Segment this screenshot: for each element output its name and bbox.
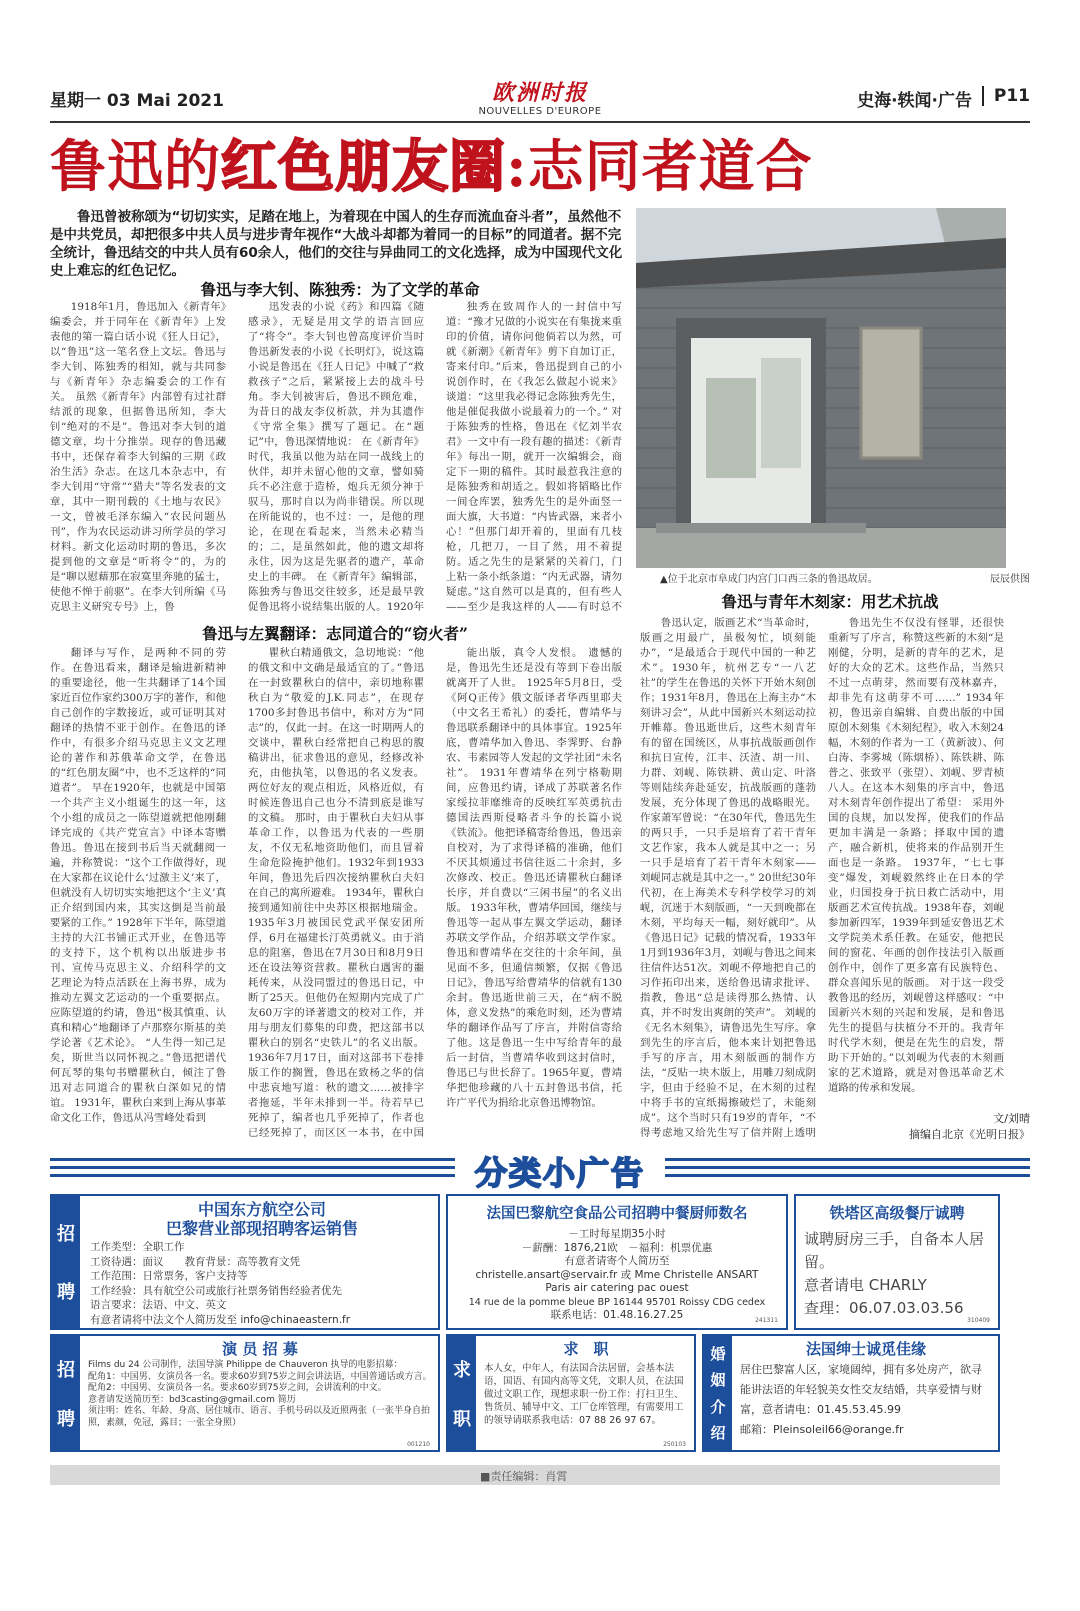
photo-credit: 辰辰供图 bbox=[990, 574, 1030, 585]
ad-actor-casting bbox=[50, 1334, 440, 1452]
ad-email-link[interactable]: 意者请发送简历至：bd3casting@gmail.com 简历 bbox=[88, 1394, 296, 1405]
headline bbox=[50, 128, 1030, 206]
section1-column2: 迅发表的小说《药》和四篇《随感录》，无疑是用文学的语言回应了“将令”。李大钊也曾高度评价当时鲁迅新发表的小说《长明灯》，说这篇小说是鲁迅在《狂人日记》中喊了“救救孩子”之后，紧紧接上去的战斗号角。李大钊被害后，鲁迅不顾危难，为昔日的战友李仪析款，并为其遗作《守常全集》撰写了题记。在“题记”中，鲁迅深情地说： 在《新青年》时代，我虽以他为站在同一战线上的伙伴，却并未留心他的文章，譬如骑兵不必注意于造桥，炮兵无须分神于驭马，那时自以为尚非错误。所以现在所能说的，也不过：一，是他的理论，在现在看起来，当然未必精当的；二，是虽然如此，他的遗文却将永住，因为这是先驱者的遗产，革命史上的丰碑。 在《新青年》编辑部，陈独秀与鲁迅交往较多，还是最早敦促鲁迅将小说结集出版的人。1920年 bbox=[248, 301, 424, 612]
ad-code: 310409 bbox=[967, 1317, 990, 1324]
ad-body: Films du 24 公司制作，法国导演 Philippe de Chauveron 执导的电影招募： 配角1：中国男、女演员各一名。要求60岁到75岁之间会讲法语，中国普通话或方言。 配角2：中国男、女演员各一名。要求60岁到75岁之间，会讲流利的中文。 意者请发送简历至：bd3casting@gmail.com 简历 须注明：姓名、年龄、身高、居住城市、语言、手机号码以及近照两张（一张半身自拍照，素颜，免冠，露目；一张全身照） bbox=[88, 1360, 434, 1429]
headline-highlight: 红色朋友圈 bbox=[221, 134, 506, 200]
ad-china-eastern bbox=[50, 1194, 440, 1330]
newspaper-logo bbox=[440, 82, 640, 117]
photo-lu-xun-residence bbox=[636, 208, 1006, 568]
subheading-li-chen: 鲁迅与李大钊、陈独秀：为了文学的革命 bbox=[200, 280, 480, 299]
section1-column1: 1918年1月，鲁迅加入《新青年》编委会，并于同年在《新青年》上发表他的第一篇白话小说《狂人日记》，以“鲁迅”这一笔名登上文坛。鲁迅与李大钊、陈独秀的相知，就与共同参与《新青年》杂志编委会的工作有关。 虽然《新青年》内部曾有过社群结派的现象，但据鲁迅所知，李大钊“绝对的不是”。鲁迅对李大钊的道德文章，均十分推崇。现存的鲁迅藏书中，还保存着李大钊编的三期《政治生活》杂志。在这几本杂志中，有李大钊用“守常”“猎夫”等名发表的文章，其中一期刊载的《土地与农民》一文，曾被毛泽东编入“农民问题丛刊”，作为农民运动讲习所学员的学习材料。新文化运动时期的鲁迅，多次提到他的文章是“听将令”的，为的是“聊以慰藉那在寂寞里奔驰的猛士，使他不惮于前驱”。在李大钊所编《马克思主义研究专号》上，鲁 bbox=[50, 301, 226, 612]
headline-part-a: 鲁迅的 bbox=[50, 134, 221, 200]
ad-paris-air-catering bbox=[446, 1194, 788, 1330]
byline-author: 文/刘晴 bbox=[993, 1112, 1030, 1125]
byline-source: 摘编自北京《光明日报》 bbox=[909, 1128, 1030, 1141]
ad-code: 250103 bbox=[663, 1441, 686, 1448]
ad-body: 居住巴黎富人区，家境阔绰，拥有多处房产，欲寻能讲法语的年轻貌美女性交友结婚，共享爱情与财富，意者请电：01.45.53.45.99 邮箱：Pleinsoleil66@orange.fr bbox=[740, 1360, 992, 1440]
ad-body: 诚聘厨房三手，自备本人居留。 意者请电 CHARLY 查理：06.07.03.03.56 bbox=[804, 1230, 985, 1317]
page-number: P11 bbox=[982, 86, 1030, 106]
ad-email-link[interactable]: 有意者请将中法文个人简历发至 info@chinaeastern.fr bbox=[90, 1313, 351, 1326]
header-rule bbox=[50, 121, 1030, 123]
classified-title: 分类小广告 bbox=[455, 1148, 665, 1194]
section2-column1: 翻译与写作，是两种不同的劳作。在鲁迅看来，翻译是输进新精神的重要途径，他一生共翻译了14个国家近百位作家约300万字的著作，和他自己创作的字数接近，或可证明其对翻译的热情不亚于创作。在鲁迅的译作中，有很多介绍马克思主义文艺理论的著作和苏俄革命文学，在鲁迅的“红色朋友圈”中，也不乏这样的“同道者”。 早在1920年，也就是中国第一个共产主义小组诞生的这一年，这个小组的成员之一陈望道就把他刚翻译完成的《共产党宣言》中译本寄赠鲁迅。鲁迅在接到书后当天就翻阅一遍，并称赞说：“这个工作做得好，现在大家都在议论什么‘过激主义’来了，但就没有人切切实实地把这个‘主义’真正介绍到国内来，其实这倒是当前最要紧的工作。” 1928年下半年，陈望道主持的大江书铺正式开业，在鲁迅等的支持下，这个机构以出版进步书刊、宣传马克思主义、介绍科学的文艺理论为特点活跃在上海书界，成为推动左翼文艺运动的一个重要据点。应陈望道的约请，鲁迅“极其慎重、认真和精心”地翻译了卢那察尔斯基的美学论著《艺术论》。 “人生得一知己足矣，斯世当以同怀视之。”鲁迅把谱代何瓦琴的集句书赠瞿秋白，倾注了鲁迅对志同道合的瞿秋白深如兄的情谊。 1931年，瞿秋白来到上海从事革命文化工作，鲁迅从冯雪峰处看到 bbox=[50, 647, 226, 1124]
subheading-left-translation: 鲁迅与左翼翻译：志同道合的“窃火者” bbox=[202, 624, 468, 643]
ad-restaurant bbox=[794, 1194, 1000, 1330]
ad-side-label: 招 聘 bbox=[52, 1336, 80, 1450]
ad-body: －工时每星期35小时 －薪酬：1876,21欧 －福利：机票优惠 有意者请寄个人简历至 christelle.ansart@servair.fr 或 Mme Christelle ANSART Paris air catering pac ouest 14 rue de la pomme bleue BP 16144 95701 Roissy CDG cedex 联系电话：01.48.16.27.25 bbox=[452, 1228, 782, 1323]
article-lead: 鲁迅曾被称颂为“切切实实，足踏在地上，为着现在中国人的生存而流血奋斗者”，虽然他不是中共党员，却把很多中共人员与进步青年视作“大战斗却都为着同一的目标”的同道者。据不完全统计，鲁迅结交的中共人员有60余人，他们的交往与异曲同工的文化选择，成为中国现代文化史上难忘的红色记忆。 bbox=[50, 209, 623, 279]
section2-column3: 能出版，真令人发恨。 遗憾的是，鲁迅先生还是没有等到下卷出版就离开了人世。 1925年5月8日，受《阿Q正传》俄文版译者华西里耶夫（中文名王希礼）的委托，曹靖华与鲁迅联系翻译中的具体事宜。1925年底，曹靖华加入鲁迅、李霁野、台静农、韦素园等人发起的文学社团“未名社”。 1931年曹靖华在列宁格勒期间，应鲁迅约请，译成了苏联著名作家绥拉菲靡维奇的反映红军英勇抗击德国法西斯侵略者斗争的长篇小说《铁流》。他把译稿寄给鲁迅，鲁迅亲自校对，为了求得译稿的准确，他们不厌其烦通过书信往返二十余封，多次修改、校正。鲁迅还请瞿秋白翻译长序，并自费以“三闲书屋”的名义出版。 1933年秋，曹靖华回国，继续与鲁迅等一起从事左翼文学运动，翻译苏联文学作品，介绍苏联文学作家。 鲁迅和曹靖华在交往的十余年间，虽见面不多，但通信频繁，仅据《鲁迅日记》，鲁迅写给曹靖华的信就有130余封。鲁迅逝世前三天，在“病不脱体，意义发热”的乘危时刻，还为曹靖华的翻译作品写了序言，并附信寄给了他。这是鲁迅一生中写给青年的最后一封信，当曹靖华收到这封信时，鲁迅已与世长辞了。1965年夏，曹靖华把他珍藏的八十五封鲁迅书信，托许广平代为捐给北京鲁迅博物馆。 bbox=[446, 647, 622, 1109]
ad-matchmaking bbox=[702, 1334, 1000, 1452]
ad-title: 中国东方航空公司 巴黎营业部现招聘客运销售 bbox=[165, 1200, 358, 1238]
residence-photo-illustration bbox=[636, 208, 1006, 568]
logo-french: NOUVELLES D'EUROPE bbox=[478, 106, 602, 117]
ad-title: 求 职 bbox=[563, 1340, 609, 1358]
ad-body: 工作类型：全职工作 工资待遇：面议 教育背景：高等教育文凭 工作范围：日常票务，客户支持等 工作经验：具有航空公司或旅行社票务销售经验者优先 语言要求：法语、中文、英文 有意者请将中法文个人简历发至 info@chinaeastern.fr bbox=[90, 1240, 434, 1327]
headline-part-c: :志同者道合 bbox=[506, 134, 813, 200]
ad-body: 本人女，中年人，有法国合法居留，会基本法语，国语、有国内高等文凭，文职人员，在法国做过文职工作，现想求职一份工作：打扫卫生、售货员、辅导中文、工厂仓库管理，有需要用工的领导请联系我电话：07 88 26 97 67。 bbox=[484, 1363, 684, 1426]
classified-banner bbox=[50, 1150, 1030, 1190]
subheading-woodcut: 鲁迅与青年木刻家：用艺术抗战 bbox=[721, 592, 939, 611]
ad-email-link[interactable]: 邮箱：Pleinsoleil66@orange.fr bbox=[740, 1423, 904, 1436]
section-name: 史海·轶闻·广告 bbox=[857, 91, 972, 111]
section1-column3: 独秀在致周作人的一封信中写道：“豫才兄做的小说实在有集拢来重印的价值，请你问他倘若以为然，可就《新潮》《新青年》剪下自加订正，寄来付印。”后来，鲁迅提到自己的小说创作时，在《我怎么做起小说来》谈道：“这里我必得记念陈独秀先生，他是催促我做小说最着力的一个。” 对于陈独秀的性格，鲁迅在《忆刘半农君》一文中有一段有趣的描述：《新青年》每出一期，就开一次编辑会，商定下一期的稿件。其时最惹我注意的是陈独秀和胡适之。假如将韬略比作一间仓库罢，独秀先生的是外面竖一面大旗，大书道：“内皆武器，来者小心！”但那门却开着的，里面有几枝枪，几把刀，一目了然，用不着提防。适之先生的是紧紧的关着门，门上粘一条小纸条道：“内无武器，请勿疑虑。”这自然可以是真的，但有些人——至少是我这样的人——有时总不 bbox=[446, 301, 622, 612]
ad-side-label: 婚 姻 介 绍 bbox=[704, 1336, 732, 1450]
ad-title: 法国绅士诚觅佳缘 bbox=[805, 1340, 926, 1358]
issue-date: 星期一 03 Mai 2021 bbox=[50, 91, 224, 111]
section3-column1: 鲁迅认定，版画艺术“当革命时，版画之用最广，虽极匆忙，顷刻能办”，“是最适合于现代中国的一种艺术”。1930年，杭州艺专“一八艺社”的学生在鲁迅的关怀下开始木刻创作；1931年8月，鲁迅在上海主办“木刻讲习会”，从此中国新兴木刻运动拉开帷幕。鲁迅逝世后，这些木刻青年有的留在国统区，从事抗战版画创作和抗日宣传，江丰、沃渣、胡一川、力群、刘岘、陈铁耕、黄山定、叶洛等则陆续奔赴延安，抗战版画的蓬勃发展，充分体现了鲁迅的战略眼光。 作家萧军曾说：“在30年代，鲁迅先生的两只手，一只手是培育了若干青年文艺作家，我本人就是其中之一；另一只手是培育了若干青年木刻家——刘岘同志就是其中之一。” 20世纪30年代初，在上海美术专科学校学习的刘岘，沉迷于木刻版画，“一天到晚都在木刻，平均每天一幅，刻好就印”。从《鲁迅日记》记载的情况看，1933年1月到1936年3月，刘岘与鲁迅之间来往信件达51次。刘岘不停地把自己的习作拓印出来，送给鲁迅请求批评、指教，鲁迅“总是读得那么热情、认真，并不时发出爽朗的笑声”。 刘岘的《无名木刻集》，请鲁迅先生写序。拿到先生的序言后，他本来计划把鲁迅手写的序言，用木刻版画的制作方法，“反贴一块木版上，用雕刀刻成阴字，但由于经验不足，在木刻的过程中将手书的宣纸揭擦破烂了，未能刻成”。这个当时只有19岁的青年，“不得考虑地又给先生写了信并附上透明 bbox=[640, 617, 816, 1139]
ad-title: 铁塔区高级餐厅诚聘 bbox=[829, 1204, 965, 1222]
ad-title: 法国巴黎航空食品公司招聘中餐厨师数名 bbox=[486, 1206, 748, 1222]
section3-column2: 鲁迅先生不仅没有怪罪，还很快重新写了序言，称赞这些新的木刻“是刚健，分明，是新的青年的艺术，是好的大众的艺术。这些作品，当然只不过一点萌芽，然而要有茂林嘉卉，却非先有这萌芽不可……” 1934年初，鲁迅亲自编辑、自费出版的中国原创木刻集《木刻纪程》，收入木刻24幅，木刻的作者为一工（黄新波）、何白涛、李雾城（陈烟桥）、陈铁耕、陈普之、张致平（张望）、刘岘、罗青桢八人。在这本木刻集的序言中，鲁迅对木刻青年创作提出了希望： 采用外国的良规，加以发挥，使我们的作品更加丰满是一条路；择取中国的遗产，融合新机，使将来的作品别开生面也是一条路。 1937年，“七七事变”爆发，刘岘毅然终止在日本的学业，归国投身于抗日救亡活动中，用版画艺术宣传抗战。1938年春，刘岘参加新四军，1939年到延安鲁迅艺术文学院美术系任教。在延安，他把民间的窗花、年画的创作技法引入版画创作中，创作了更多富有民族特色、群众喜闻乐见的版画。 对于这一段受教鲁迅的经历，刘岘曾这样感叹：“中国新兴木刻的兴起和发展，是和鲁迅先生的提倡与扶植分不开的。我青年时代学木刻，便是在先生的启发，帮助下开始的。”以刘岘为代表的木刻画家的艺术道路，就是对鲁迅革命艺术道路的传承和发展。 bbox=[828, 617, 1004, 1094]
ad-code: 241311 bbox=[755, 1317, 778, 1324]
section2-column2: 瞿秋白精通俄文，急切地说：“他的俄文和中文确是最适宜的了。”鲁迅在一封致瞿秋白的信中，亲切地称瞿秋白为“敬爱的J.K.同志”，在现存1700多封鲁迅书信中，称对方为“同志”的，仅此一封。在这一时期两人的交谈中，瞿秋白经常把自己构思的腹稿讲出，征求鲁迅的意见，经修改补充，由他执笔，以鲁迅的名义发表。两位好友的观点相近，风格近似，有时候连鲁迅自己也分不清到底是谁写的文稿。 那时，由于瞿秋白夫妇从事革命工作，以鲁迅为代表的一些朋友，不仅无私地资助他们，而且冒着生命危险掩护他们。1932年到1933年间，鲁迅先后四次接纳瞿秋白夫妇在自己的寓所避难。 1934年，瞿秋白接到通知前往中央苏区根据地瑞金。1935年3月被国民党武平保安团所俘，6月在福建长汀英勇就义。由于消息的阻塞，鲁迅在7月30日和8月9日还在设法筹资营救。瞿秋白遇害的噩耗传来，从没同盟过的鲁迅日记，中断了25天。但他仍在短期内完成了广友60万字的译著遗文的校对工作，并用与朋友们募集的印费，把这部书以瞿秋白的别名“史铁儿”的名义出版。1936年7月17日，面对这部书下卷排版工作的搁置，鲁迅在致杨之华的信中悲哀地写道：秋的遗文……被排字者拖延，半年未排到一半。待若早已死掉了，编者也几乎死掉了，作者也已经死掉了，而区区一本书，在中国 bbox=[248, 647, 424, 1139]
ad-side-label: 求 职 bbox=[448, 1336, 476, 1450]
ad-side-label: 招 聘 bbox=[52, 1196, 80, 1328]
ad-title: 演 员 招 募 bbox=[222, 1340, 298, 1358]
logo-chinese: 欧洲时报 bbox=[491, 80, 588, 106]
editor-footer: ■责任编辑：肖霄 bbox=[50, 1465, 1000, 1485]
ad-job-seeking bbox=[446, 1334, 696, 1452]
photo-caption: ▲位于北京市阜成门内宫门口西三条的鲁迅故居。 bbox=[660, 574, 878, 585]
ad-email-link[interactable]: christelle.ansart@servair.fr 或 Mme Christelle ANSART bbox=[475, 1268, 759, 1281]
ad-code: 001210 bbox=[407, 1441, 430, 1448]
